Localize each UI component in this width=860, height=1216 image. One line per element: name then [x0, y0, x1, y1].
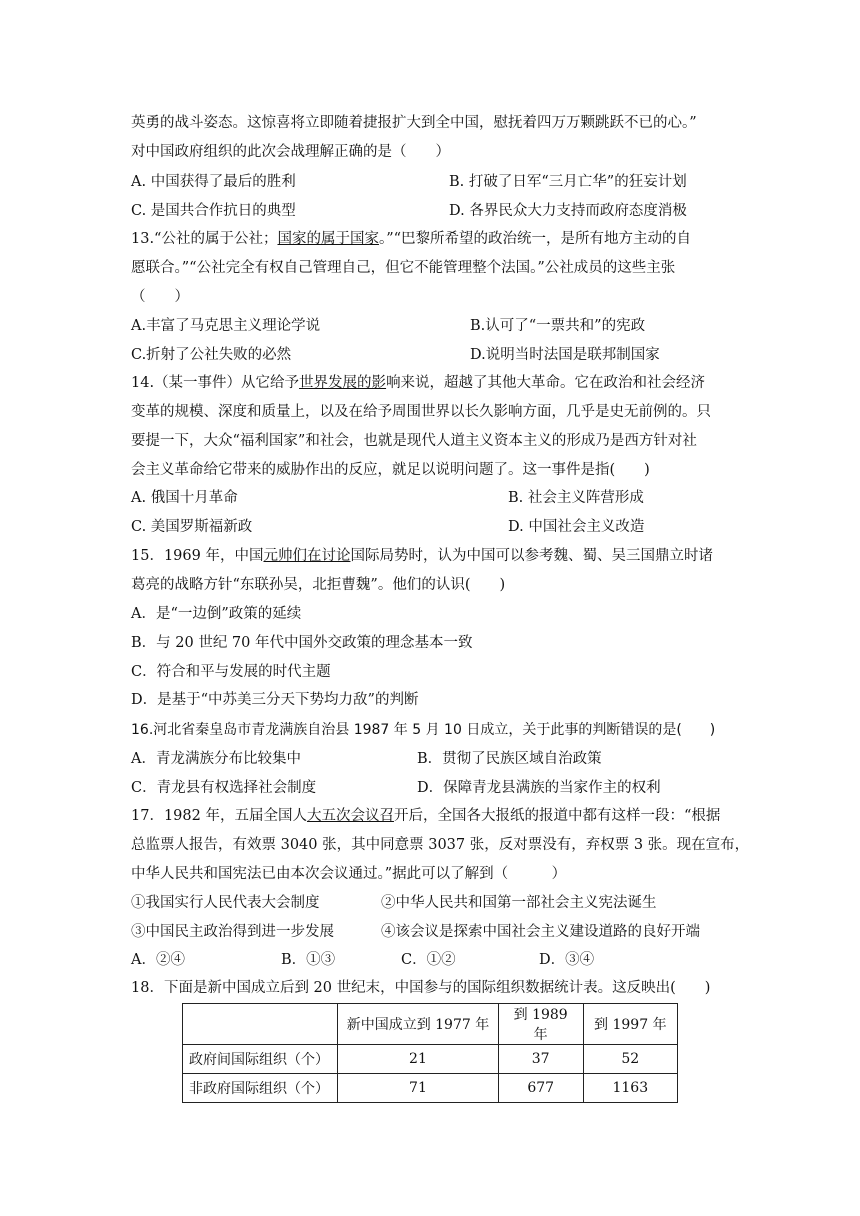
- q15-option-d[interactable]: D．是基于“中苏美三分天下势均力敌”的判断: [131, 692, 419, 708]
- q13-option-d[interactable]: D.说明当时法国是联邦制国家: [470, 347, 660, 363]
- table-cell: 677: [498, 1074, 583, 1103]
- table-row-header: 政府间国际组织（个）: [183, 1045, 338, 1074]
- table-header-cell: [183, 1004, 338, 1045]
- q14-option-c[interactable]: C. 美国罗斯福新政: [131, 519, 253, 535]
- q14-line-2: 变革的规模、深度和质量上，以及在给予周围世界以长久影响方面，几乎是史无前例的。只: [131, 404, 711, 420]
- q12-option-d[interactable]: D. 各界民众大力支持而政府态度消极: [449, 203, 687, 219]
- q17-item-3: ③中国民主政治得到进一步发展: [131, 924, 334, 940]
- q13-line-1: [131, 229, 691, 249]
- q17-line-1: [131, 806, 720, 826]
- q16-line-1: 16.河北省秦皇岛市青龙满族自治县 1987 年 5 月 10 日成立，关于此事的判断错误的是( ): [131, 722, 716, 738]
- q15-option-b[interactable]: B．与 20 世纪 70 年代中国外交政策的理念基本一致: [131, 635, 473, 651]
- q17-text-b: 开后，全国各大报纸的报道中都有这样一段：“根据: [393, 808, 721, 824]
- q14-line-4: 会主义革命给它带来的威胁作出的反应，就足以说明问题了。这一事件是指( ): [131, 462, 650, 478]
- q16-option-a[interactable]: A．青龙满族分布比较集中: [131, 751, 301, 767]
- q16-option-d[interactable]: D．保障青龙县满族的当家作主的权利: [417, 780, 661, 796]
- q13-text-a: 13.“公社的属于公社；: [131, 231, 278, 247]
- table-header-row: [183, 1004, 678, 1045]
- q14-text-b: 响来说，超越了其他大革命。它在政治和社会经济: [386, 375, 706, 391]
- table-cell: 21: [338, 1045, 499, 1074]
- table-header-cell: 到 1989 年: [498, 1004, 583, 1045]
- q17-option-c[interactable]: C．①②: [401, 952, 456, 968]
- q13-option-c[interactable]: C.折射了公社失败的必然: [131, 347, 292, 363]
- q13-text-b: 。”“巴黎所希望的政治统一，是所有地方主动的自: [378, 231, 692, 247]
- q18-line-1: 18．下面是新中国成立后到 20 世纪末，中国参与的国际组织数据统计表。这反映出( ): [131, 980, 711, 996]
- q18-stats-table: [182, 1003, 678, 1103]
- q17-item-4: ④该会议是探索中国社会主义建设道路的良好开端: [381, 924, 700, 940]
- q15-line-1: [131, 546, 713, 566]
- q14-line-1: [131, 373, 705, 393]
- q17-item-2: ②中华人民共和国第一部社会主义宪法诞生: [381, 895, 657, 911]
- table-header-cell: 到 1997 年: [583, 1004, 677, 1045]
- q15-line-2: 葛亮的战略方针“东联孙吴，北拒曹魏”。他们的认识( ): [131, 577, 506, 593]
- q15-text-a: 15．1969 年，中国: [131, 548, 264, 564]
- q13-option-a[interactable]: A.丰富了马克思主义理论学说: [131, 318, 321, 334]
- q14-option-a[interactable]: A. 俄国十月革命: [131, 490, 238, 506]
- q12-option-c[interactable]: C. 是国共合作抗日的典型: [131, 203, 296, 219]
- q16-option-c[interactable]: C．青龙县有权选择社会制度: [131, 780, 317, 796]
- q17-line-2: 总监票人报告，有效票 3040 张，其中同意票 3037 张，反对票没有，弃权票 3 张。现在宣布，: [131, 837, 750, 853]
- q13-option-b[interactable]: B.认可了“一票共和”的宪政: [470, 318, 646, 334]
- q16-option-b[interactable]: B．贯彻了民族区域自治政策: [417, 751, 602, 767]
- q14-option-b[interactable]: B. 社会主义阵营形成: [508, 490, 644, 506]
- q12-option-a[interactable]: A. 中国获得了最后的胜利: [131, 174, 296, 190]
- q17-option-a[interactable]: A．②④: [131, 952, 185, 968]
- q17-option-b[interactable]: B．①③: [281, 952, 336, 968]
- q14-underlined: 世界发展的影: [299, 375, 387, 391]
- q15-option-c[interactable]: C．符合和平与发展的时代主题: [131, 664, 331, 680]
- table-row: [183, 1045, 678, 1074]
- q13-line-2: 愿联合。”“公社完全有权自己管理自己，但它不能管理整个法国。”公社成员的这些主张: [131, 260, 676, 276]
- q13-underlined: 国家的属于国家: [277, 231, 379, 247]
- table-header-cell: 新中国成立到 1977 年: [338, 1004, 499, 1045]
- table-cell: 52: [583, 1045, 677, 1074]
- table-row-header: 非政府国际组织（个）: [183, 1074, 338, 1103]
- q17-text-a: 17．1982 年，五届全国人: [131, 808, 307, 824]
- q12-line-1: 英勇的战斗姿态。这惊喜将立即随着捷报扩大到全中国，慰抚着四万万颗跳跃不已的心。”: [131, 115, 697, 131]
- q12-line-2: 对中国政府组织的此次会战理解正确的是（ ）: [131, 144, 450, 160]
- q12-option-b[interactable]: B. 打破了日军“三月亡华”的狂妄计划: [449, 174, 687, 190]
- q14-option-d[interactable]: D. 中国社会主义改造: [508, 519, 645, 535]
- q13-line-3: （ ）: [131, 289, 189, 305]
- q17-line-3: 中华人民共和国宪法已由本次会议通过。”据此可以了解到（ ）: [131, 866, 567, 882]
- q17-option-d[interactable]: D．③④: [539, 952, 595, 968]
- table-row: [183, 1074, 678, 1103]
- q17-underlined: 大五次会议召: [306, 808, 394, 824]
- q15-text-b: 国际局势时，认为中国可以参考魏、蜀、吴三国鼎立时诸: [350, 548, 713, 564]
- q14-text-a: 14.（某一事件）从它给予: [131, 375, 300, 391]
- table-cell: 71: [338, 1074, 499, 1103]
- q17-item-1: ①我国实行人民代表大会制度: [131, 895, 320, 911]
- q14-line-3: 要提一下，大众“福利国家”和社会，也就是现代人道主义资本主义的形成乃是西方针对社: [131, 433, 697, 449]
- table-cell: 1163: [583, 1074, 677, 1103]
- q15-option-a[interactable]: A．是“一边倒”政策的延续: [131, 606, 302, 622]
- q15-underlined: 元帅们在讨论: [263, 548, 351, 564]
- table-cell: 37: [498, 1045, 583, 1074]
